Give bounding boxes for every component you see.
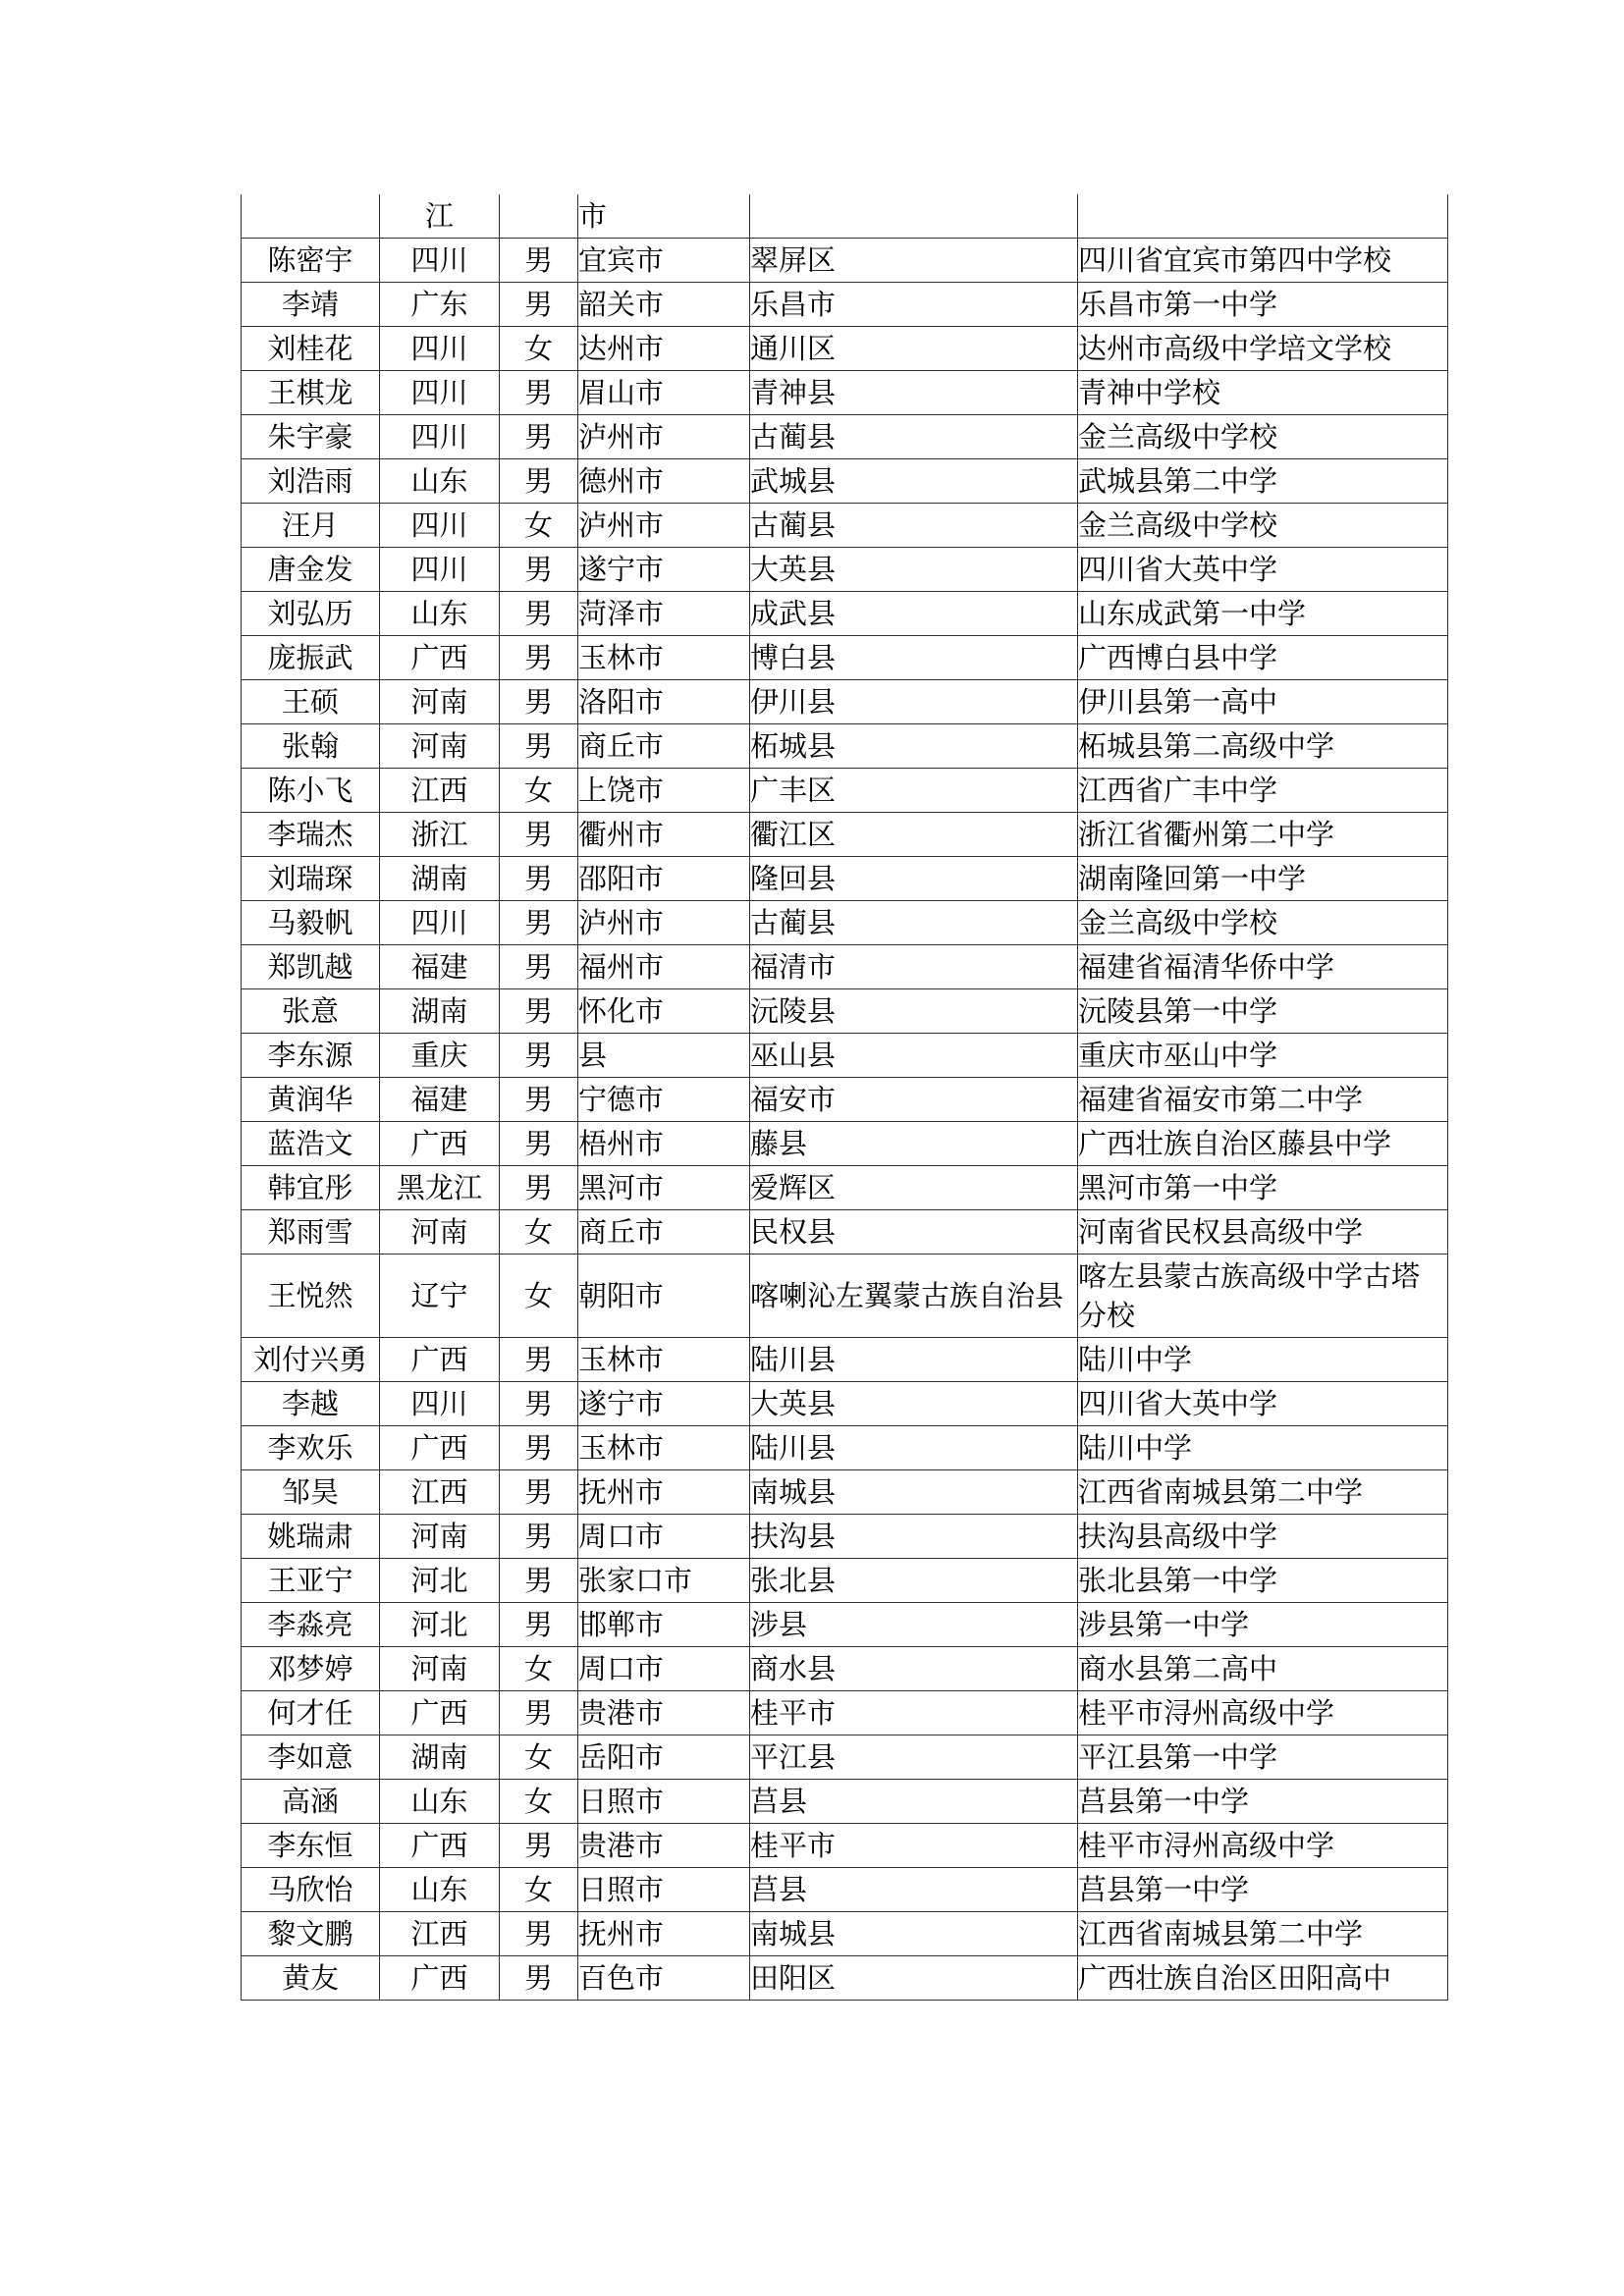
table-row: [242, 945, 1448, 989]
cell-gender: 男: [500, 1956, 578, 2001]
cell-school: 陆川中学: [1078, 1338, 1448, 1382]
cell-province: 四川: [380, 371, 500, 415]
cell-school: 青神中学校: [1078, 371, 1448, 415]
cell-city: 市: [578, 194, 750, 239]
cell-county: 爱辉区: [750, 1166, 1078, 1210]
cell-city: 宜宾市: [578, 239, 750, 283]
cell-name: 李如意: [242, 1735, 380, 1780]
cell-city: 韶关市: [578, 283, 750, 327]
cell-city: 商丘市: [578, 1210, 750, 1255]
cell-county: 涉县: [750, 1603, 1078, 1647]
cell-school: 桂平市浔州高级中学: [1078, 1824, 1448, 1868]
cell-school: 桂平市浔州高级中学: [1078, 1691, 1448, 1735]
cell-gender: 女: [500, 1780, 578, 1824]
cell-city: 玉林市: [578, 1426, 750, 1470]
table-row: [242, 1824, 1448, 1868]
cell-province: 湖南: [380, 989, 500, 1034]
cell-school: 广西博白县中学: [1078, 636, 1448, 680]
cell-city: 梧州市: [578, 1122, 750, 1166]
cell-county: 陆川县: [750, 1426, 1078, 1470]
cell-province: 河北: [380, 1559, 500, 1603]
table-row: [242, 813, 1448, 857]
cell-county: 衢江区: [750, 813, 1078, 857]
cell-name: 韩宜彤: [242, 1166, 380, 1210]
cell-gender: 男: [500, 1338, 578, 1382]
cell-name: 刘弘历: [242, 592, 380, 636]
cell-name: 王棋龙: [242, 371, 380, 415]
table-row: [242, 1426, 1448, 1470]
cell-school: 江西省南城县第二中学: [1078, 1470, 1448, 1515]
cell-province: 广东: [380, 283, 500, 327]
cell-county: 博白县: [750, 636, 1078, 680]
cell-county: 翠屏区: [750, 239, 1078, 283]
cell-province: 山东: [380, 592, 500, 636]
cell-province: 河北: [380, 1603, 500, 1647]
cell-name: 马毅帆: [242, 901, 380, 945]
cell-city: 玉林市: [578, 1338, 750, 1382]
table-row: [242, 1735, 1448, 1780]
cell-gender: 女: [500, 1735, 578, 1780]
table-row: [242, 1868, 1448, 1912]
cell-city: 福州市: [578, 945, 750, 989]
cell-city: 县: [578, 1034, 750, 1078]
cell-city: 岳阳市: [578, 1735, 750, 1780]
cell-gender: 女: [500, 1868, 578, 1912]
cell-school: 莒县第一中学: [1078, 1868, 1448, 1912]
cell-county: 古蔺县: [750, 504, 1078, 548]
table-row: [242, 371, 1448, 415]
cell-gender: 男: [500, 1078, 578, 1122]
table-row: [242, 1603, 1448, 1647]
cell-school: 金兰高级中学校: [1078, 504, 1448, 548]
cell-province: 重庆: [380, 1034, 500, 1078]
cell-gender: 女: [500, 327, 578, 371]
cell-gender: 男: [500, 813, 578, 857]
cell-name: 蓝浩文: [242, 1122, 380, 1166]
cell-gender: 男: [500, 1470, 578, 1515]
cell-gender: 男: [500, 857, 578, 901]
cell-province: 山东: [380, 1780, 500, 1824]
cell-name: [242, 194, 380, 239]
cell-county: 古蔺县: [750, 901, 1078, 945]
cell-school: 广西壮族自治区田阳高中: [1078, 1956, 1448, 2001]
cell-county: 成武县: [750, 592, 1078, 636]
cell-province: 福建: [380, 1078, 500, 1122]
cell-name: 何才任: [242, 1691, 380, 1735]
cell-name: 唐金发: [242, 548, 380, 592]
cell-gender: 男: [500, 680, 578, 724]
cell-county: 乐昌市: [750, 283, 1078, 327]
cell-gender: 男: [500, 239, 578, 283]
cell-city: 百色市: [578, 1956, 750, 2001]
cell-city: 德州市: [578, 459, 750, 504]
cell-county: 莒县: [750, 1780, 1078, 1824]
cell-city: 眉山市: [578, 371, 750, 415]
cell-school: 沅陵县第一中学: [1078, 989, 1448, 1034]
cell-city: 日照市: [578, 1868, 750, 1912]
cell-school: 莒县第一中学: [1078, 1780, 1448, 1824]
cell-province: 江西: [380, 769, 500, 813]
cell-province: 四川: [380, 327, 500, 371]
cell-gender: 男: [500, 1691, 578, 1735]
cell-gender: 女: [500, 504, 578, 548]
cell-name: 王硕: [242, 680, 380, 724]
cell-county: 武城县: [750, 459, 1078, 504]
table-row: [242, 680, 1448, 724]
table-row: [242, 1166, 1448, 1210]
cell-name: 邓梦婷: [242, 1647, 380, 1691]
cell-gender: 男: [500, 283, 578, 327]
cell-city: 怀化市: [578, 989, 750, 1034]
cell-county: 巫山县: [750, 1034, 1078, 1078]
table-row: [242, 724, 1448, 769]
cell-gender: 男: [500, 548, 578, 592]
cell-school: 湖南隆回第一中学: [1078, 857, 1448, 901]
cell-name: 张意: [242, 989, 380, 1034]
cell-gender: 男: [500, 1824, 578, 1868]
table-row: [242, 1210, 1448, 1255]
cell-province: 四川: [380, 415, 500, 459]
cell-gender: 男: [500, 636, 578, 680]
cell-school: 河南省民权县高级中学: [1078, 1210, 1448, 1255]
cell-province: 河南: [380, 1647, 500, 1691]
cell-gender: 女: [500, 1255, 578, 1338]
cell-province: 广西: [380, 1426, 500, 1470]
table-row: [242, 283, 1448, 327]
cell-name: 马欣怡: [242, 1868, 380, 1912]
cell-province: 广西: [380, 1691, 500, 1735]
cell-province: 山东: [380, 1868, 500, 1912]
cell-city: 黑河市: [578, 1166, 750, 1210]
cell-name: 黄友: [242, 1956, 380, 2001]
cell-gender: 男: [500, 989, 578, 1034]
cell-city: 宁德市: [578, 1078, 750, 1122]
student-roster-table: [241, 194, 1448, 2001]
cell-province: 辽宁: [380, 1255, 500, 1338]
table-row: [242, 1780, 1448, 1824]
cell-county: 沅陵县: [750, 989, 1078, 1034]
cell-county: 福清市: [750, 945, 1078, 989]
cell-name: 姚瑞肃: [242, 1515, 380, 1559]
cell-school: 达州市高级中学培文学校: [1078, 327, 1448, 371]
cell-city: 遂宁市: [578, 1382, 750, 1426]
table-row: [242, 592, 1448, 636]
cell-gender: 女: [500, 1647, 578, 1691]
cell-school: 福建省福清华侨中学: [1078, 945, 1448, 989]
cell-county: 张北县: [750, 1559, 1078, 1603]
cell-name: 李靖: [242, 283, 380, 327]
cell-school: [1078, 194, 1448, 239]
cell-city: 邯郸市: [578, 1603, 750, 1647]
cell-gender: 男: [500, 1603, 578, 1647]
cell-school: 陆川中学: [1078, 1426, 1448, 1470]
cell-school: 平江县第一中学: [1078, 1735, 1448, 1780]
cell-gender: 男: [500, 1515, 578, 1559]
table-row: [242, 901, 1448, 945]
cell-name: 王悦然: [242, 1255, 380, 1338]
cell-school: 黑河市第一中学: [1078, 1166, 1448, 1210]
cell-city: 泸州市: [578, 504, 750, 548]
table-row: [242, 1470, 1448, 1515]
cell-name: 黎文鹏: [242, 1912, 380, 1956]
cell-province: 广西: [380, 1122, 500, 1166]
table-row: [242, 989, 1448, 1034]
table-row: [242, 239, 1448, 283]
table-row: [242, 1691, 1448, 1735]
table-row: [242, 1956, 1448, 2001]
cell-county: 大英县: [750, 548, 1078, 592]
table-row: [242, 459, 1448, 504]
cell-city: 贵港市: [578, 1824, 750, 1868]
cell-gender: 男: [500, 592, 578, 636]
cell-name: 李越: [242, 1382, 380, 1426]
cell-city: 抚州市: [578, 1470, 750, 1515]
cell-name: 庞振武: [242, 636, 380, 680]
cell-county: 青神县: [750, 371, 1078, 415]
cell-county: 民权县: [750, 1210, 1078, 1255]
table-row: [242, 1122, 1448, 1166]
cell-school: 金兰高级中学校: [1078, 415, 1448, 459]
cell-city: 朝阳市: [578, 1255, 750, 1338]
cell-county: 商水县: [750, 1647, 1078, 1691]
cell-province: 河南: [380, 1210, 500, 1255]
cell-county: 大英县: [750, 1382, 1078, 1426]
cell-gender: 男: [500, 1122, 578, 1166]
cell-gender: 男: [500, 459, 578, 504]
cell-name: 刘浩雨: [242, 459, 380, 504]
cell-city: 泸州市: [578, 415, 750, 459]
cell-province: 四川: [380, 239, 500, 283]
cell-school: 浙江省衢州第二中学: [1078, 813, 1448, 857]
cell-gender: 女: [500, 1210, 578, 1255]
cell-gender: 男: [500, 1382, 578, 1426]
cell-name: 刘付兴勇: [242, 1338, 380, 1382]
cell-school: 柘城县第二高级中学: [1078, 724, 1448, 769]
cell-name: 李东恒: [242, 1824, 380, 1868]
cell-school: 重庆市巫山中学: [1078, 1034, 1448, 1078]
table-body: [242, 194, 1448, 2001]
cell-province: 浙江: [380, 813, 500, 857]
cell-name: 李东源: [242, 1034, 380, 1078]
cell-city: 上饶市: [578, 769, 750, 813]
cell-school: 金兰高级中学校: [1078, 901, 1448, 945]
cell-gender: 男: [500, 1034, 578, 1078]
cell-province: 四川: [380, 504, 500, 548]
cell-city: 商丘市: [578, 724, 750, 769]
table-row: [242, 1034, 1448, 1078]
cell-province: 河南: [380, 724, 500, 769]
cell-province: 河南: [380, 680, 500, 724]
table-row: [242, 194, 1448, 239]
cell-province: 河南: [380, 1515, 500, 1559]
table-row: [242, 1515, 1448, 1559]
cell-province: 江西: [380, 1912, 500, 1956]
cell-province: 广西: [380, 636, 500, 680]
cell-county: 古蔺县: [750, 415, 1078, 459]
cell-county: 广丰区: [750, 769, 1078, 813]
cell-city: 日照市: [578, 1780, 750, 1824]
cell-school: 四川省大英中学: [1078, 548, 1448, 592]
table-row: [242, 1382, 1448, 1426]
table-row: [242, 1647, 1448, 1691]
cell-school: 涉县第一中学: [1078, 1603, 1448, 1647]
cell-province: 四川: [380, 901, 500, 945]
cell-name: 邹昊: [242, 1470, 380, 1515]
cell-school: 广西壮族自治区藤县中学: [1078, 1122, 1448, 1166]
cell-county: [750, 194, 1078, 239]
table-row: [242, 636, 1448, 680]
cell-school: 四川省宜宾市第四中学校: [1078, 239, 1448, 283]
cell-school: 喀左县蒙古族高级中学古塔分校: [1078, 1255, 1448, 1338]
table-row: [242, 857, 1448, 901]
cell-county: 南城县: [750, 1470, 1078, 1515]
cell-name: 高涵: [242, 1780, 380, 1824]
cell-county: 桂平市: [750, 1824, 1078, 1868]
table-row: [242, 769, 1448, 813]
cell-name: 黄润华: [242, 1078, 380, 1122]
cell-name: 朱宇豪: [242, 415, 380, 459]
cell-city: 邵阳市: [578, 857, 750, 901]
cell-city: 遂宁市: [578, 548, 750, 592]
cell-city: 周口市: [578, 1515, 750, 1559]
cell-gender: 男: [500, 724, 578, 769]
cell-province: 江: [380, 194, 500, 239]
cell-county: 藤县: [750, 1122, 1078, 1166]
cell-city: 贵港市: [578, 1691, 750, 1735]
cell-province: 广西: [380, 1338, 500, 1382]
cell-county: 隆回县: [750, 857, 1078, 901]
cell-name: 陈密宇: [242, 239, 380, 283]
cell-county: 陆川县: [750, 1338, 1078, 1382]
cell-name: 李欢乐: [242, 1426, 380, 1470]
cell-gender: [500, 194, 578, 239]
cell-school: 江西省南城县第二中学: [1078, 1912, 1448, 1956]
cell-province: 湖南: [380, 857, 500, 901]
cell-county: 喀喇沁左翼蒙古族自治县: [750, 1255, 1078, 1338]
student-roster-table-container: [241, 194, 1448, 2001]
cell-province: 四川: [380, 1382, 500, 1426]
table-row: [242, 1912, 1448, 1956]
table-row: [242, 415, 1448, 459]
cell-city: 周口市: [578, 1647, 750, 1691]
cell-city: 抚州市: [578, 1912, 750, 1956]
cell-city: 玉林市: [578, 636, 750, 680]
cell-province: 山东: [380, 459, 500, 504]
cell-city: 达州市: [578, 327, 750, 371]
cell-school: 伊川县第一高中: [1078, 680, 1448, 724]
cell-province: 江西: [380, 1470, 500, 1515]
cell-school: 乐昌市第一中学: [1078, 283, 1448, 327]
cell-name: 李瑞杰: [242, 813, 380, 857]
cell-gender: 男: [500, 1166, 578, 1210]
table-row: [242, 1338, 1448, 1382]
cell-county: 通川区: [750, 327, 1078, 371]
table-row: [242, 1559, 1448, 1603]
cell-name: 刘瑞琛: [242, 857, 380, 901]
table-row: [242, 504, 1448, 548]
cell-county: 福安市: [750, 1078, 1078, 1122]
cell-city: 衢州市: [578, 813, 750, 857]
cell-province: 广西: [380, 1956, 500, 2001]
table-row: [242, 1078, 1448, 1122]
table-row: [242, 327, 1448, 371]
cell-school: 张北县第一中学: [1078, 1559, 1448, 1603]
cell-gender: 男: [500, 1912, 578, 1956]
cell-province: 黑龙江: [380, 1166, 500, 1210]
cell-school: 商水县第二高中: [1078, 1647, 1448, 1691]
cell-school: 武城县第二中学: [1078, 459, 1448, 504]
cell-name: 刘桂花: [242, 327, 380, 371]
cell-province: 四川: [380, 548, 500, 592]
cell-province: 湖南: [380, 1735, 500, 1780]
cell-gender: 男: [500, 945, 578, 989]
cell-name: 郑凯越: [242, 945, 380, 989]
cell-province: 广西: [380, 1824, 500, 1868]
cell-county: 平江县: [750, 1735, 1078, 1780]
cell-gender: 男: [500, 415, 578, 459]
cell-school: 四川省大英中学: [1078, 1382, 1448, 1426]
cell-county: 桂平市: [750, 1691, 1078, 1735]
cell-school: 山东成武第一中学: [1078, 592, 1448, 636]
cell-name: 陈小飞: [242, 769, 380, 813]
table-row: [242, 1255, 1448, 1338]
cell-gender: 男: [500, 1426, 578, 1470]
cell-city: 张家口市: [578, 1559, 750, 1603]
cell-city: 菏泽市: [578, 592, 750, 636]
cell-school: 福建省福安市第二中学: [1078, 1078, 1448, 1122]
cell-county: 伊川县: [750, 680, 1078, 724]
cell-gender: 男: [500, 901, 578, 945]
cell-gender: 男: [500, 371, 578, 415]
cell-gender: 女: [500, 769, 578, 813]
cell-name: 汪月: [242, 504, 380, 548]
cell-county: 柘城县: [750, 724, 1078, 769]
cell-city: 洛阳市: [578, 680, 750, 724]
cell-province: 福建: [380, 945, 500, 989]
cell-school: 江西省广丰中学: [1078, 769, 1448, 813]
cell-city: 泸州市: [578, 901, 750, 945]
cell-county: 莒县: [750, 1868, 1078, 1912]
cell-name: 郑雨雪: [242, 1210, 380, 1255]
cell-name: 张翰: [242, 724, 380, 769]
cell-name: 李淼亮: [242, 1603, 380, 1647]
cell-county: 田阳区: [750, 1956, 1078, 2001]
cell-county: 扶沟县: [750, 1515, 1078, 1559]
cell-county: 南城县: [750, 1912, 1078, 1956]
cell-name: 王亚宁: [242, 1559, 380, 1603]
cell-school: 扶沟县高级中学: [1078, 1515, 1448, 1559]
table-row: [242, 548, 1448, 592]
cell-gender: 男: [500, 1559, 578, 1603]
